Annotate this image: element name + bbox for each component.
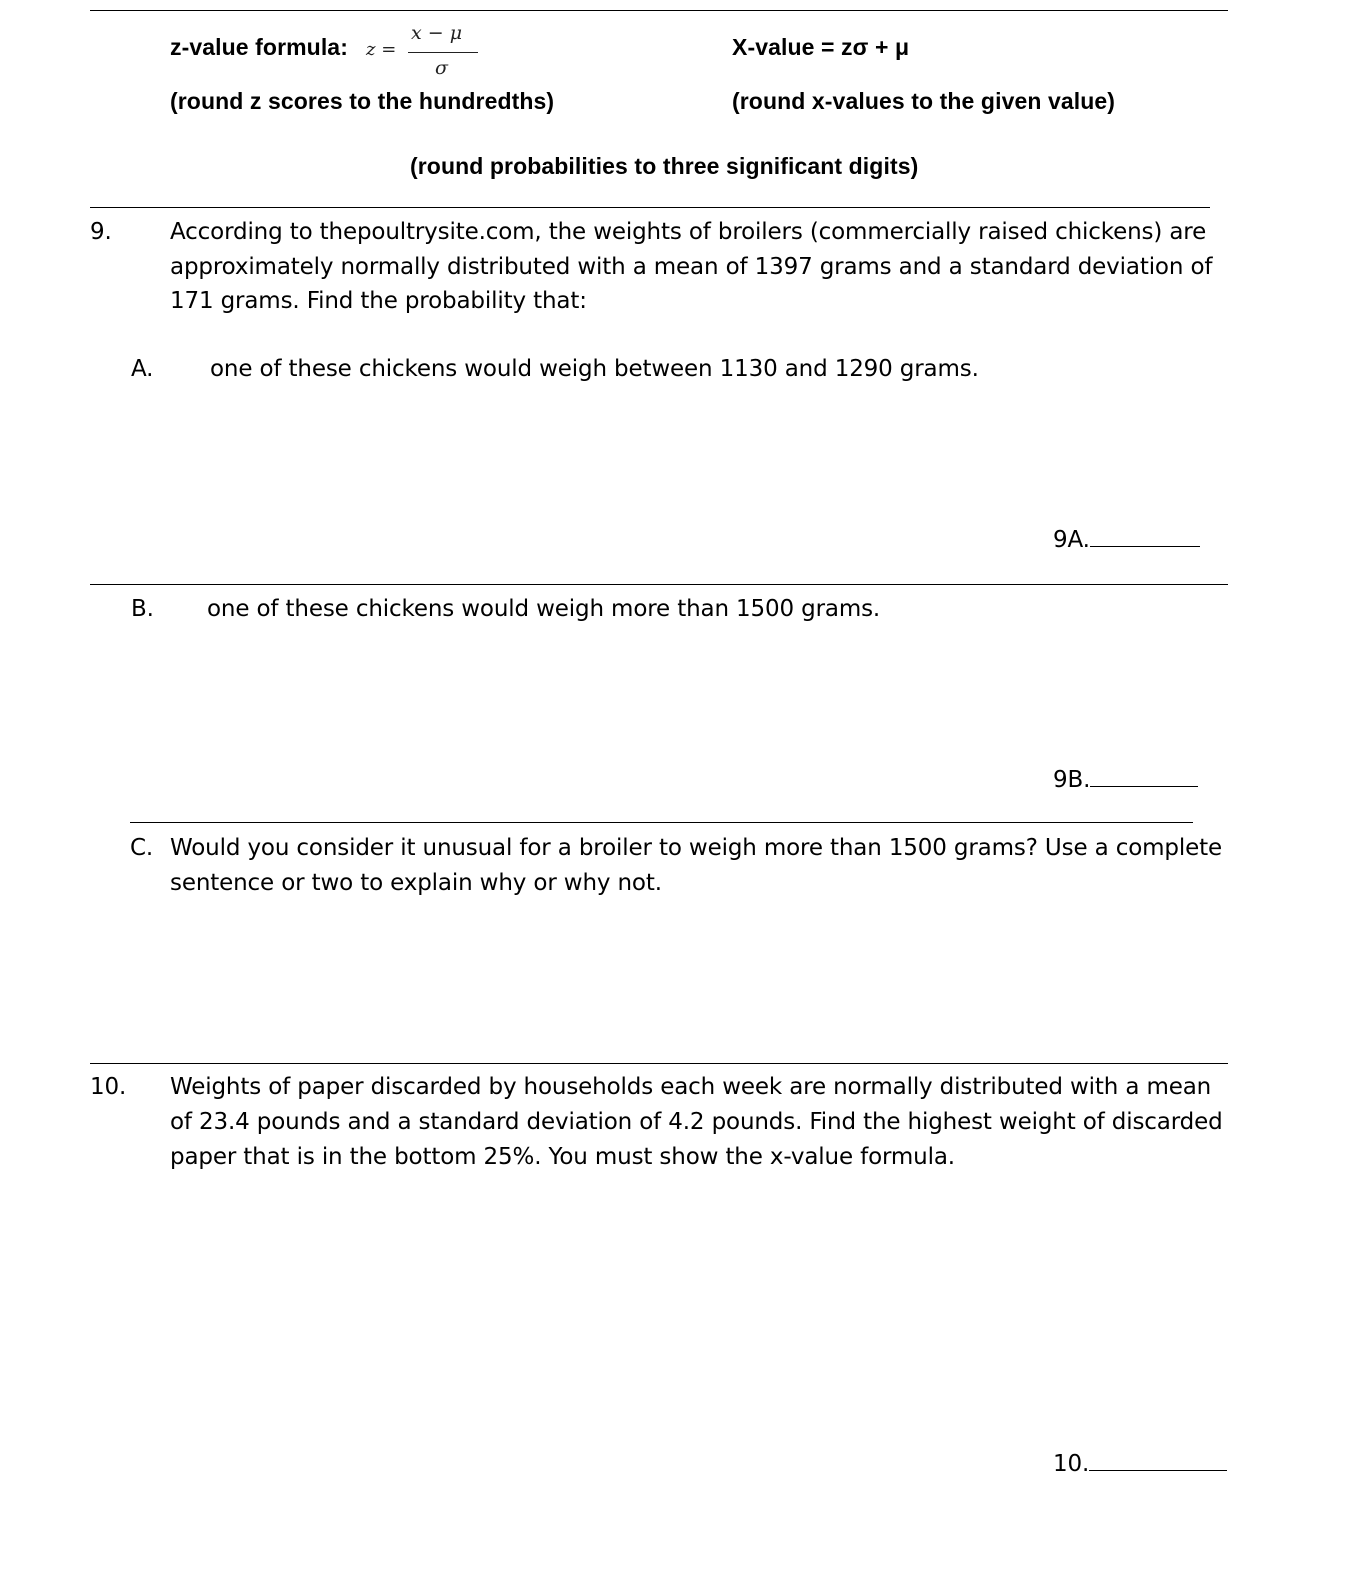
question-10-line-1: Weights of paper discarded by households each week are normally distributed with a mean (170, 1074, 1212, 1100)
answer-9a-blank[interactable] (1090, 526, 1200, 547)
x-value-formula: X-value = zσ + μ (732, 34, 910, 60)
question-10-line-3: paper that is in the bottom 25%. You must show the x-value formula. (170, 1144, 955, 1170)
question-10-line-2: of 23.4 pounds and a standard deviation of 4.2 pounds. Find the highest weight of discarded (170, 1109, 1223, 1135)
part-b-letter: B. (131, 596, 154, 622)
question-9-end-divider (90, 1063, 1228, 1064)
part-a-letter: A. (131, 356, 154, 382)
answer-10-blank[interactable] (1089, 1450, 1227, 1471)
question-10-number: 10. (90, 1074, 127, 1100)
fraction-bar (408, 52, 478, 53)
part-c-line-2: sentence or two to explain why or why not. (170, 870, 662, 896)
top-divider (90, 10, 1228, 11)
answer-10 (1053, 1447, 1227, 1482)
question-9-number: 9. (90, 219, 112, 245)
part-b-text: one of these chickens would weigh more than 1500 grams. (207, 596, 881, 622)
question-9-stem-line-3: 171 grams. Find the probability that: (170, 288, 587, 314)
part-c-letter: C. (130, 835, 154, 861)
z-formula-label: z-value formula: (170, 34, 348, 60)
z-formula (366, 20, 481, 82)
round-probabilities-note: (round probabilities to three significant digits) (410, 153, 919, 179)
question-9-stem-line-1: According to thepoultrysite.com, the weights of broilers (commercially raised chickens) are (170, 219, 1207, 245)
part-a-divider (90, 584, 1228, 585)
part-b-divider (130, 822, 1193, 823)
round-z-note: (round z scores to the hundredths) (170, 88, 555, 114)
answer-10-label: 10. (1053, 1451, 1090, 1477)
question-9-stem-line-2: approximately normally distributed with a mean of 1397 grams and a standard deviation of (170, 254, 1213, 280)
part-c-line-1: Would you consider it unusual for a broiler to weigh more than 1500 grams? Use a complete (170, 835, 1222, 861)
answer-9a (1053, 523, 1200, 558)
answer-9b-label: 9B. (1053, 767, 1091, 793)
round-x-note: (round x-values to the given value) (732, 88, 1116, 114)
answer-9b (1053, 763, 1198, 798)
part-a-text: one of these chickens would weigh between 1130 and 1290 grams. (210, 356, 979, 382)
answer-9b-blank[interactable] (1090, 766, 1198, 787)
header-divider (90, 207, 1210, 208)
z-formula-numerator: x − μ (411, 22, 463, 44)
answer-9a-label: 9A. (1053, 527, 1090, 553)
z-formula-denominator: σ (435, 57, 448, 79)
z-formula-lhs: z = (366, 39, 397, 60)
